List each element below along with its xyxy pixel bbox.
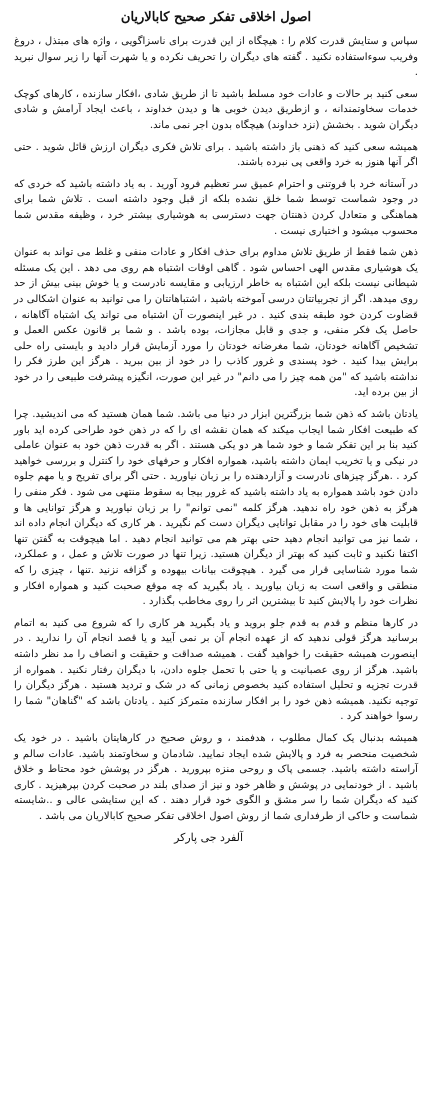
paragraph-3: همیشه سعی کنید که ذهنی باز داشته باشید . برای تلاش فکری دیگران ارزش قائل شوید . حتی اگر آنها هنوز به خرد واقعی پی نبرده باشند. [14,141,418,169]
author-signature: آلفرد جی پارکر [174,830,243,844]
paragraph-7: در کارها منظم و قدم به قدم جلو بروید و یاد بگیرید هر کاری را که شروع می کنید به اتمام برسانید هرگز قولی ندهید که از عهده انجام آن بر نمی آیید و یا قصد انجام آن را ندارید . در اینصورت همیشه حقیقت را خواهید گفت . همیشه صداقت و حقیقت و انصاف را مد نظر داشته باشید. هرگز از روی عصبانیت و یا حتی با تحمل جلوه دادن، با دیگران رفتار نکنید . همواره از قدرت تجزیه و تحلیل استفاده کنید بخصوص زمانی که در شک و تردید هستید . هرگز دیگران را توجیه نکنید. همیشه ذهن خود را بر افکار سازنده متمرکز کنید . یادتان باشد که "گناهان" شما را رسوا خواهند کرد . [14,617,418,723]
paragraph-2: سعی کنید بر حالات و عادات خود مسلط باشید تا از طریق شادی ،افکار سازنده ، کارهای کوچک خدمات سخاوتمندانه ، و ازطریق دیدن خوبی ها و دیدن خداوند ، باعث ایجاد آرامش و شادی دیگران شوید . بخشش (نزد خداوند) هیچگاه بدون اجر نمی ماند. [14,88,418,131]
paragraph-1: سپاس و ستایش قدرت کلام را : هیچگاه از این قدرت برای ناسزاگویی ، واژه های مبتذل ، دروغ وفریب سوءاستفاده نکنید . گفته های دیگران را تحریف نکرده و یا شهرت آنها را زیر سوال نبرید . [14,36,418,79]
document-title: اصول اخلاقی تفکر صحیح کابالاریان [120,10,312,25]
paragraph-8: همیشه بدنبال یک کمال مطلوب ، هدفمند ، و روش صحیح در کارهایتان باشید . در خود یک شخصیت منحصر به فرد و پالایش شده ایجاد نمایید. شادمان و سخاوتمند باشید. عادات سالم و آراسته داشته باشید. جسمی پاک و روحی منزه بپرورید . هرگز در پوشش خود محتاط و خلاق باشید . از خودنمایی در پوشش و ظاهر خود و نیز از صدای بلند در صحبت کردن بپرهیزید . کاری کنید که دیگران شما را سر مشق و الگوی خود قرار دهند . که این ستایشی عالی و ..شایسته شماست و حاکی از طرفداری شما از روش اصول اخلاقی تفکر صحیح کابالاریان می باشد . [14,732,418,822]
paragraph-4: در آستانه خرد با فروتنی و احترام عمیق سر تعظیم فرود آورید . به یاد داشته باشید که خردی که در وجود شماست توسط شما خلق نشده بلکه از قبل وجود داشته است . تلاش شما برای هماهنگی و متعادل کردن ذهنتان جهت دسترسی به هوشیاری بیشتر خرد ، وظیفه مقدس شما محسوب میشود و اختیاری نیست . [14,178,418,237]
paragraph-6: یادتان باشد که ذهن شما بزرگترین ابزار در دنیا می باشد. شما همان هستید که می اندیشید. چرا که طبیعت افکار شما ایجاب میکند که همان نقشه ای را که در ذهن خود طراحی کرده اید باور کنید بنا بر این تفکر شما و خود شما هر دو یکی هستند . اگر به قدرت ذهن خود به عنوان عاملی در نیکی و یا تخریب ایمان داشته باشید، همواره افکار و حرفهای خود را کنترل و بررسی خواهید کرد . .هرگز چیزهای نادرست و آزاردهنده را بر زبان نیاورید . حتی اگر برای تفریح و یا مهم جلوه دادن خود باشد همواره به یاد داشته باشید که غرور بیجا به سقوط منتهی می شود . فکر منفی را هرگز به ذهن خود راه ندهید. هرگز کلمه "نمی توانم" را بر زبان نیاورید و هرگز توانایی ها و قابلیت های خود را در مقابل توانایی دیگران دست کم نگیرید . هر کاری که دیگران انجام داده اند ، شما نیز می توانید انجام دهید حتی بهتر هم می توانید انجام دهید . اما هیچوقت به گفتن تنها اکتفا نکنید و ثابت کنید که بهتر از دیگران هستید. زیرا تنها در صورت تلاش و عمل ، و عملکرد، شما مورد شناسایی قرار می گیرد . هیچوقت بیانات بیهوده و گزافه نزنید .تنها ، چیزی را که منطقی و واقعی است به زبان بیاورید . یاد بگیرید که چه موقع صحبت کنید و همواره افکار و نظرات خود را پالایش کنید تا بیشترین اثر را روی مخاطب بگذارد . [14,409,418,608]
paragraph-5: ذهن شما فقط از طریق تلاش مداوم برای حذف افکار و عادات منفی و غلط می تواند به عنوان یک هوشیاری مقدس الهی احساس شود . گاهی اوقات اشتباه هم روی می دهد . این یک مسئله شیطانی نیست بلکه این اشتباه به خاطر ارزیابی و مقایسه نادرست و یا خوش بینی بیش از حد روی میدهد. اگر از تجربیاتتان درسی آموخته باشید ، اشتباهاتتان را می توانید به عنوان اشکالی در قضاوت کردن خود طبقه بندی کنید . در غیر اینصورت آن اشتباه می تواند یک اشتباه آگاهانه ، حاصل یک فکر منفی، و جدی و قابل مجازات، بوده باشد . و شما بر قانون عکس العمل و تشخیص آگاهانه خودتان، شما مغرضانه خودتان را مورد آزمایش قرار دادید و بایستی راه حلی برایش بیدا کنید . خود پسندی و غرور کاذب را در خود از بین ببرید . هرگز این طرز فکر را نداشته باشید که "من همه چیز را می دانم" در غیر این صورت، انگیزه پیشرفت طبیعی را در خود از بین برده اید. [14,247,418,399]
